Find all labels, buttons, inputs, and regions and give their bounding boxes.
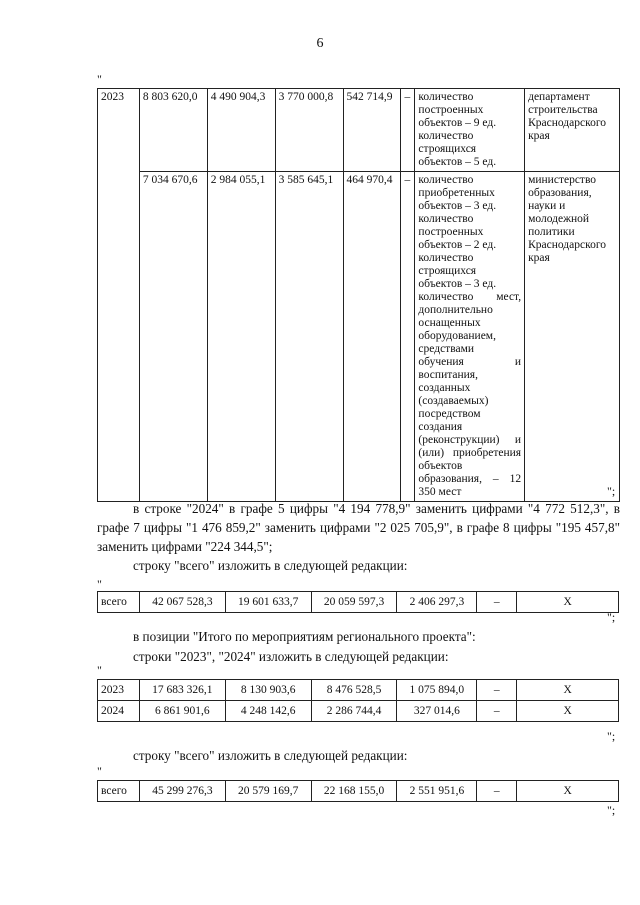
open-quote: "	[97, 663, 102, 677]
paragraph-replace-2024: в строке "2024" в графе 5 цифры "4 194 778,9" заменить цифрами "4 772 512,3", в графе 7 цифры "1 476 859,2" заменить цифрами "2 025 705,9", в графе 8 цифры "195 457,8" заменить цифрами "224 344,5";	[97, 501, 620, 554]
x-cell: X	[517, 592, 619, 613]
value-cell: 464 970,4	[343, 172, 401, 502]
table-row	[98, 592, 619, 613]
grand-total-table	[97, 780, 619, 802]
department-cell: министерство образования, науки и молодежной политики Краснодарского края	[525, 172, 620, 502]
close-quote: ";	[607, 803, 616, 817]
year-cell: 2023	[98, 680, 140, 701]
main-table	[97, 88, 620, 502]
dash-cell: –	[477, 701, 517, 722]
x-cell: X	[517, 701, 619, 722]
x-cell: X	[517, 680, 619, 701]
value-cell: 2 286 744,4	[311, 701, 397, 722]
dash-cell: –	[477, 592, 517, 613]
value-cell: 542 714,9	[343, 89, 401, 172]
value-cell: 8 803 620,0	[139, 89, 207, 172]
table-row	[98, 701, 619, 722]
value-cell: 22 168 155,0	[311, 781, 397, 802]
value-cell: 45 299 276,3	[139, 781, 225, 802]
year-cell: 2023	[98, 89, 140, 502]
page-number: 6	[316, 36, 324, 51]
value-cell: 1 075 894,0	[397, 680, 477, 701]
paragraph-total-row: строку "всего" изложить в следующей редакции:	[133, 558, 408, 573]
value-cell: 8 130 903,6	[225, 680, 311, 701]
dash-cell: –	[401, 172, 415, 502]
value-cell: 327 014,6	[397, 701, 477, 722]
department-cell: департамент строительства Краснодарского края	[525, 89, 620, 172]
value-cell: 4 490 904,3	[207, 89, 275, 172]
value-cell: 2 551 951,6	[397, 781, 477, 802]
value-cell: 3 585 645,1	[275, 172, 343, 502]
value-cell: 20 059 597,3	[311, 592, 397, 613]
project-total-table	[97, 679, 619, 722]
value-cell: 6 861 901,6	[139, 701, 225, 722]
value-cell: 3 770 000,8	[275, 89, 343, 172]
paragraph-project-total: в позиции "Итого по мероприятиям регионального проекта":	[133, 629, 476, 644]
value-cell: 2 984 055,1	[207, 172, 275, 502]
close-quote: ";	[607, 729, 616, 743]
dash-cell: –	[477, 680, 517, 701]
value-cell: 20 579 169,7	[225, 781, 311, 802]
value-cell: 2 406 297,3	[397, 592, 477, 613]
value-cell: 19 601 633,7	[225, 592, 311, 613]
total-table	[97, 591, 619, 613]
value-cell: 17 683 326,1	[139, 680, 225, 701]
close-quote: ";	[607, 484, 616, 498]
table-row	[98, 680, 619, 701]
open-quote: "	[97, 72, 102, 86]
value-cell: 8 476 528,5	[311, 680, 397, 701]
value-cell: 42 067 528,3	[139, 592, 225, 613]
x-cell: X	[517, 781, 619, 802]
table-row	[98, 89, 620, 172]
dash-cell: –	[401, 89, 415, 172]
open-quote: "	[97, 577, 102, 591]
value-cell: 7 034 670,6	[139, 172, 207, 502]
table-row	[98, 172, 620, 502]
year-cell: 2024	[98, 701, 140, 722]
close-quote: ";	[607, 610, 616, 624]
table-row	[98, 781, 619, 802]
dash-cell: –	[477, 781, 517, 802]
indicator-cell: количество приобретенных объектов – 3 ед. количество построенных объектов – 2 ед. количество строящихся объектов – 3 ед. количество мест, дополнительно оснащенных оборудованием, средствами обучения и воспитания, созданных (создаваемых) посредством создания (реконструкции) и (или) приобретения объектов образования, – 12 350 мест	[415, 172, 525, 502]
open-quote: "	[97, 764, 102, 778]
total-label-cell: всего	[98, 592, 140, 613]
total-label-cell: всего	[98, 781, 140, 802]
paragraph-total-row-2: строку "всего" изложить в следующей редакции:	[133, 748, 408, 763]
paragraph-rows-2023-2024: строки "2023", "2024" изложить в следующей редакции:	[133, 649, 449, 664]
indicator-cell: количество построенных объектов – 9 ед. количество строящихся объектов – 5 ед.	[415, 89, 525, 172]
value-cell: 4 248 142,6	[225, 701, 311, 722]
